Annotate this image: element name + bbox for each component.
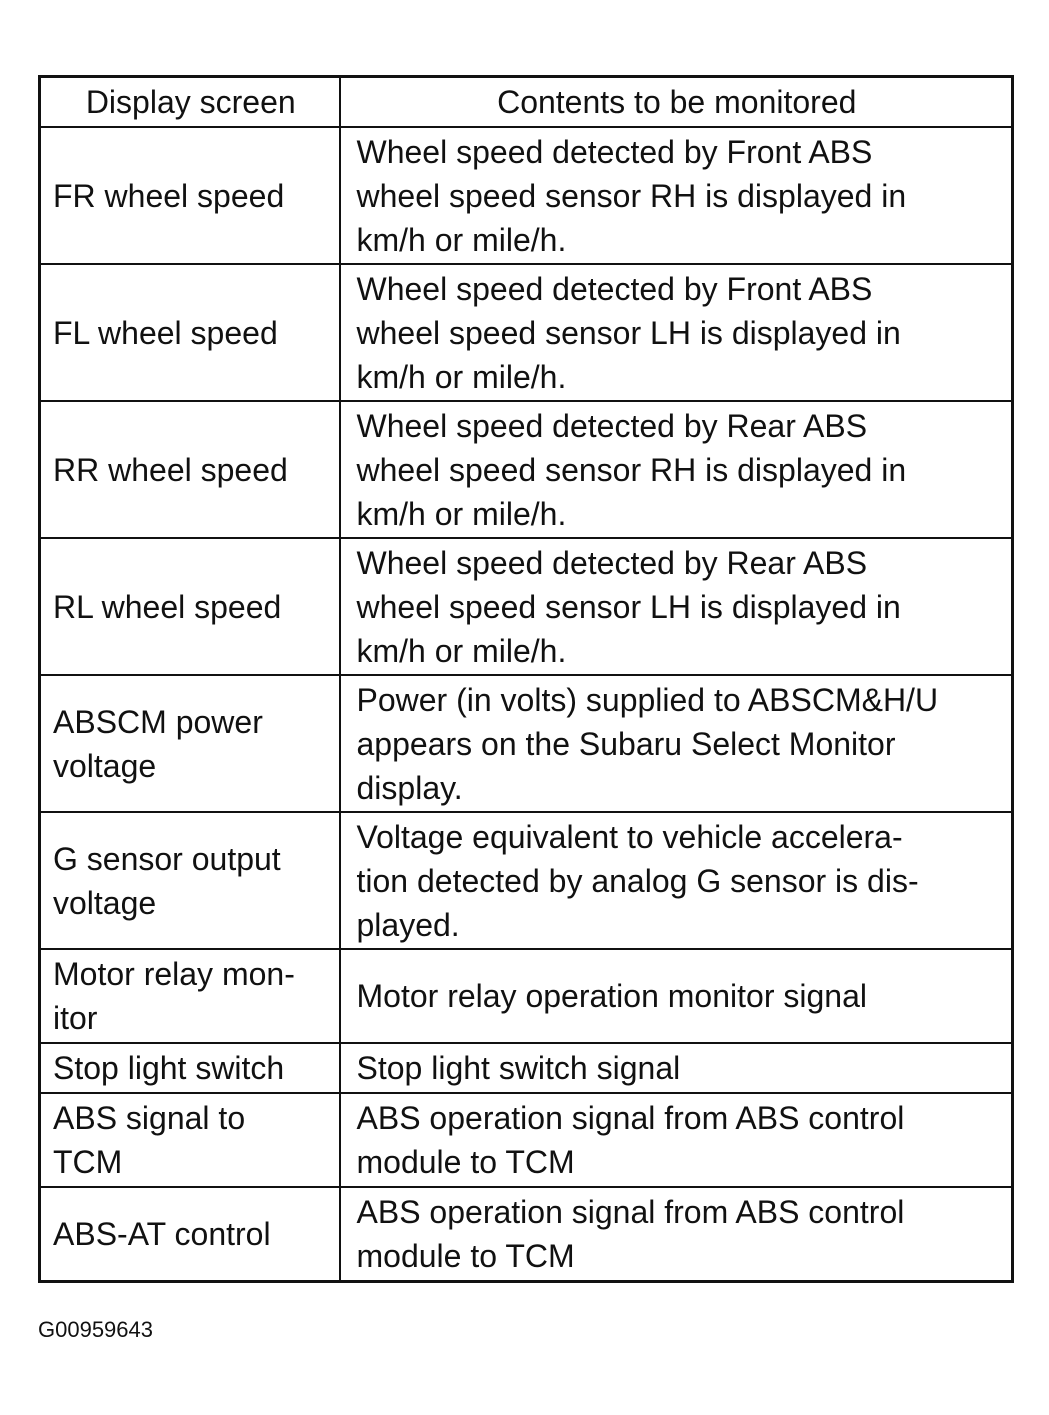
display-screen-cell: ABSCM power voltage xyxy=(40,675,340,812)
table-row xyxy=(40,1043,1013,1093)
display-screen-cell: FL wheel speed xyxy=(40,264,340,401)
contents-cell: Wheel speed detected by Rear ABS wheel speed sensor LH is displayed in km/h or mile/h. xyxy=(340,538,1013,675)
table-row xyxy=(40,1187,1013,1282)
display-screen-cell: Stop light switch xyxy=(40,1043,340,1093)
display-screen-cell: ABS-AT control xyxy=(40,1187,340,1282)
display-screen-cell: Motor relay mon- itor xyxy=(40,949,340,1043)
table-row xyxy=(40,1093,1013,1187)
table-row xyxy=(40,949,1013,1043)
display-screen-cell: G sensor output voltage xyxy=(40,812,340,949)
display-screen-cell: RL wheel speed xyxy=(40,538,340,675)
contents-cell: ABS operation signal from ABS control module to TCM xyxy=(340,1187,1013,1282)
table-row xyxy=(40,675,1013,812)
figure-id: G00959643 xyxy=(38,1317,153,1342)
contents-cell: ABS operation signal from ABS control module to TCM xyxy=(340,1093,1013,1187)
display-screen-cell: FR wheel speed xyxy=(40,127,340,264)
display-screen-cell: RR wheel speed xyxy=(40,401,340,538)
header-display-screen: Display screen xyxy=(40,77,340,128)
contents-cell: Wheel speed detected by Front ABS wheel speed sensor LH is displayed in km/h or mile/h. xyxy=(340,264,1013,401)
contents-cell: Power (in volts) supplied to ABSCM&H/U appears on the Subaru Select Monitor display. xyxy=(340,675,1013,812)
contents-cell: Stop light switch signal xyxy=(340,1043,1013,1093)
table-row xyxy=(40,127,1013,264)
contents-cell: Wheel speed detected by Rear ABS wheel speed sensor RH is displayed in km/h or mile/h. xyxy=(340,401,1013,538)
table-row xyxy=(40,264,1013,401)
display-screen-cell: ABS signal to TCM xyxy=(40,1093,340,1187)
table-row xyxy=(40,812,1013,949)
header-row xyxy=(40,77,1013,128)
header-contents: Contents to be monitored xyxy=(340,77,1013,128)
monitor-table xyxy=(38,75,1014,1283)
table-row xyxy=(40,538,1013,675)
contents-cell: Motor relay operation monitor signal xyxy=(340,949,1013,1043)
contents-cell: Wheel speed detected by Front ABS wheel speed sensor RH is displayed in km/h or mile/h. xyxy=(340,127,1013,264)
contents-cell: Voltage equivalent to vehicle accelera- tion detected by analog G sensor is dis- played. xyxy=(340,812,1013,949)
table-row xyxy=(40,401,1013,538)
